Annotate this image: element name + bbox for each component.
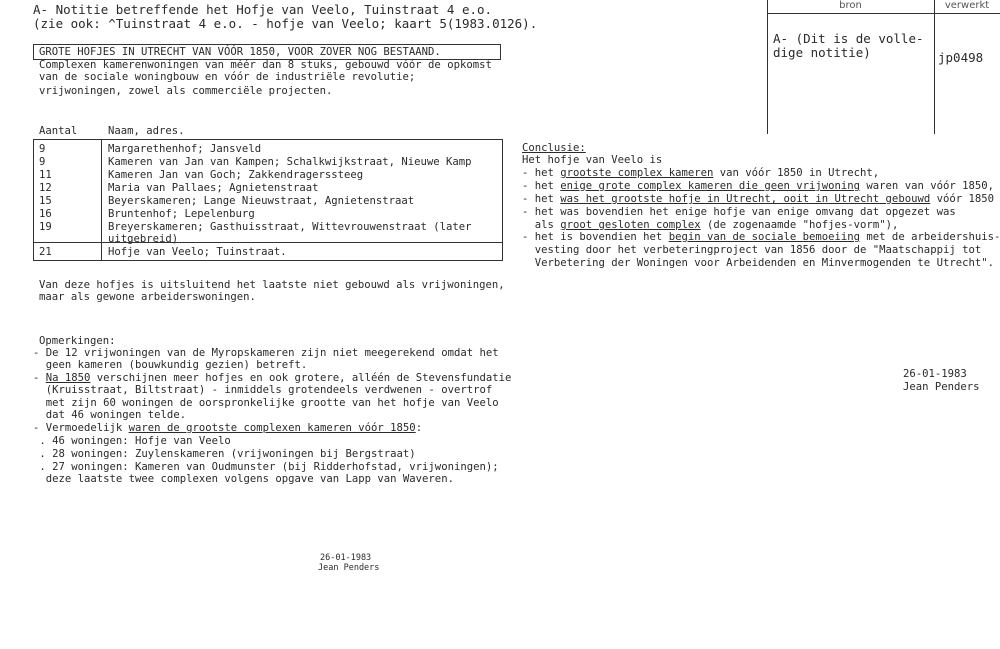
conclusie-line <box>522 180 994 192</box>
opmerkingen-title: Opmerkingen: <box>39 335 116 347</box>
conclusie-line <box>522 167 879 179</box>
meta-header-rule <box>767 13 1000 14</box>
text-run: - Vermoedelijk <box>33 422 129 434</box>
signature-bottom-date: 26-01-1983 <box>320 553 372 563</box>
table-cell-aantal: 11 <box>39 169 52 181</box>
meta-divider-left <box>767 0 768 134</box>
intro-line: vrijwoningen, zowel als commerciële projecten. <box>39 85 333 97</box>
opmerkingen-line: deze laatste twee complexen volgens opgave van Lapp van Waveren. <box>33 473 454 485</box>
text-run-underlined: enige grote complex kameren die geen vrijwoning <box>560 180 861 192</box>
table-cell-naam: Hofje van Veelo; Tuinstraat. <box>108 246 287 258</box>
table-cell-aantal: 19 <box>39 221 52 233</box>
opmerkingen-line: . 28 woningen: Zuylenskameren (vrijwoningen bij Bergstraat) <box>33 448 416 460</box>
text-run: : <box>415 422 423 434</box>
text-run-underlined: grootste complex kameren <box>560 167 714 179</box>
opmerkingen-line: (Kruisstraat, Biltstraat) - inmiddels grotendeels verdwenen - overtrof <box>33 384 493 396</box>
opmerkingen-line: geen kameren (bouwkundig gezien) betreft. <box>33 359 308 371</box>
table-cell-naam: Beyerskameren; Lange Nieuwstraat, Agnietenstraat <box>108 195 415 207</box>
text-run: - <box>33 372 46 384</box>
signature-bottom-name: Jean Penders <box>318 563 380 573</box>
opmerkingen-line: . 27 woningen: Kameren van Oudmunster (bij Ridderhofstad, vrijwoningen); <box>33 461 499 473</box>
meta-divider-mid <box>934 0 935 134</box>
signature-date: 26-01-1983 <box>903 368 967 380</box>
after-table-line: Van deze hofjes is uitsluitend het laatste niet gebouwd als vrijwoningen, <box>39 279 505 291</box>
table-col-naam: Naam, adres. <box>108 125 185 137</box>
text-run-underlined: Na 1850 <box>45 372 91 384</box>
header-line-1: A- Notitie betreffende het Hofje van Veelo, Tuinstraat 4 e.o. <box>33 2 493 17</box>
opmerkingen-line: met zijn 60 woningen de oorspronkelijke grootte van het hofje van Veelo <box>33 397 499 409</box>
text-run: (de zogenaamde "hofjes-vorm"), <box>700 219 899 231</box>
meta-verwerkt-code: jp0498 <box>938 50 984 65</box>
text-run: verschijnen meer hofjes en ook grotere, alléén de Stevensfundatie <box>90 372 512 384</box>
conclusie-line: vesting door het verbeteringproject van 1856 door de "Maatschappij tot <box>522 244 982 256</box>
table-cell-aantal: 21 <box>39 246 52 258</box>
meta-col-bron: bron <box>839 0 862 11</box>
table-cell-naam: Kameren van Jan van Kampen; Schalkwijkstraat, Nieuwe Kamp <box>108 156 472 168</box>
intro-line: Complexen kamerenwoningen van méér dan 8 stuks, gebouwd vóór de opkomst <box>39 59 492 71</box>
conclusie-title: Conclusie: <box>522 142 586 154</box>
text-run: met de arbeidershuis- <box>860 231 1000 243</box>
header-line-2: (zie ook: ^Tuinstraat 4 e.o. - hofje van Veelo; kaart 5(1983.0126). <box>33 16 538 31</box>
table-last-row-rule <box>33 242 502 243</box>
table-cell-aantal: 12 <box>39 182 52 194</box>
opmerkingen-line: - De 12 vrijwoningen van de Myropskameren zijn niet meegerekend omdat het <box>33 347 499 359</box>
table-cell-naam: Maria van Pallaes; Agnietenstraat <box>108 182 319 194</box>
text-run: - het is bovendien het <box>522 231 669 243</box>
meta-bron-text-1: A- (Dit is de volle- <box>773 31 924 46</box>
text-run: waren van vóór 1850, <box>860 180 994 192</box>
text-run: - het <box>522 193 561 205</box>
conclusie-line: - het was bovendien het enige hofje van enige omvang dat opgezet was <box>522 206 956 218</box>
table-cell-aantal: 16 <box>39 208 52 220</box>
text-run: als <box>522 219 561 231</box>
text-run: - het <box>522 167 561 179</box>
table-cell-aantal: 9 <box>39 156 46 168</box>
table-cell-naam: Breyerskameren; Gasthuisstraat, Wittevrouwenstraat (later <box>108 221 472 233</box>
conclusie-line <box>522 193 994 205</box>
conclusie-line: Verbetering der Woningen voor Arbeidenden en Minvermogenden te Utrecht". <box>522 257 994 269</box>
conclusie-line <box>522 231 1000 243</box>
text-run: van vóór 1850 in Utrecht, <box>713 167 880 179</box>
intro-line: van de sociale woningbouw en vóór de industriële revolutie; <box>39 71 416 83</box>
conclusie-line: Het hofje van Veelo is <box>522 154 663 166</box>
text-run: - het <box>522 180 561 192</box>
meta-col-verwerkt: verwerkt <box>944 0 990 11</box>
table-cell-naam: Kameren Jan van Goch; Zakkendragerssteeg <box>108 169 364 181</box>
table-cell-naam: Margarethenhof; Jansveld <box>108 143 262 155</box>
text-run-underlined: begin van de sociale bemoeiing <box>668 231 861 243</box>
text-run-underlined: was het grootste hofje in Utrecht, ooit in Utrecht gebouwd <box>560 193 931 205</box>
text-run: vóór 1850 <box>930 193 994 205</box>
after-table-line: maar als gewone arbeiderswoningen. <box>39 291 256 303</box>
table-cell-aantal: 9 <box>39 143 46 155</box>
table-cell-naam: uitgebreid) <box>108 233 179 245</box>
table-cell-aantal: 15 <box>39 195 52 207</box>
opmerkingen-line: . 46 woningen: Hofje van Veelo <box>33 435 231 447</box>
meta-bron-text-2: dige notitie) <box>773 45 871 60</box>
text-run-underlined: waren de grootste complexen kameren vóór 1850 <box>128 422 416 434</box>
opmerkingen-line: dat 46 woningen telde. <box>33 409 187 421</box>
signature-name: Jean Penders <box>903 381 980 393</box>
table-col-aantal: Aantal <box>39 125 78 137</box>
text-run-underlined: groot gesloten complex <box>560 219 701 231</box>
opmerkingen-line <box>33 422 422 434</box>
table-cell-naam: Bruntenhof; Lepelenburg <box>108 208 255 220</box>
conclusie-line <box>522 219 898 231</box>
title-text: GROTE HOFJES IN UTRECHT VAN VÓÓR 1850, VOOR ZOVER NOG BESTAAND. <box>39 46 441 58</box>
opmerkingen-line <box>33 372 511 384</box>
